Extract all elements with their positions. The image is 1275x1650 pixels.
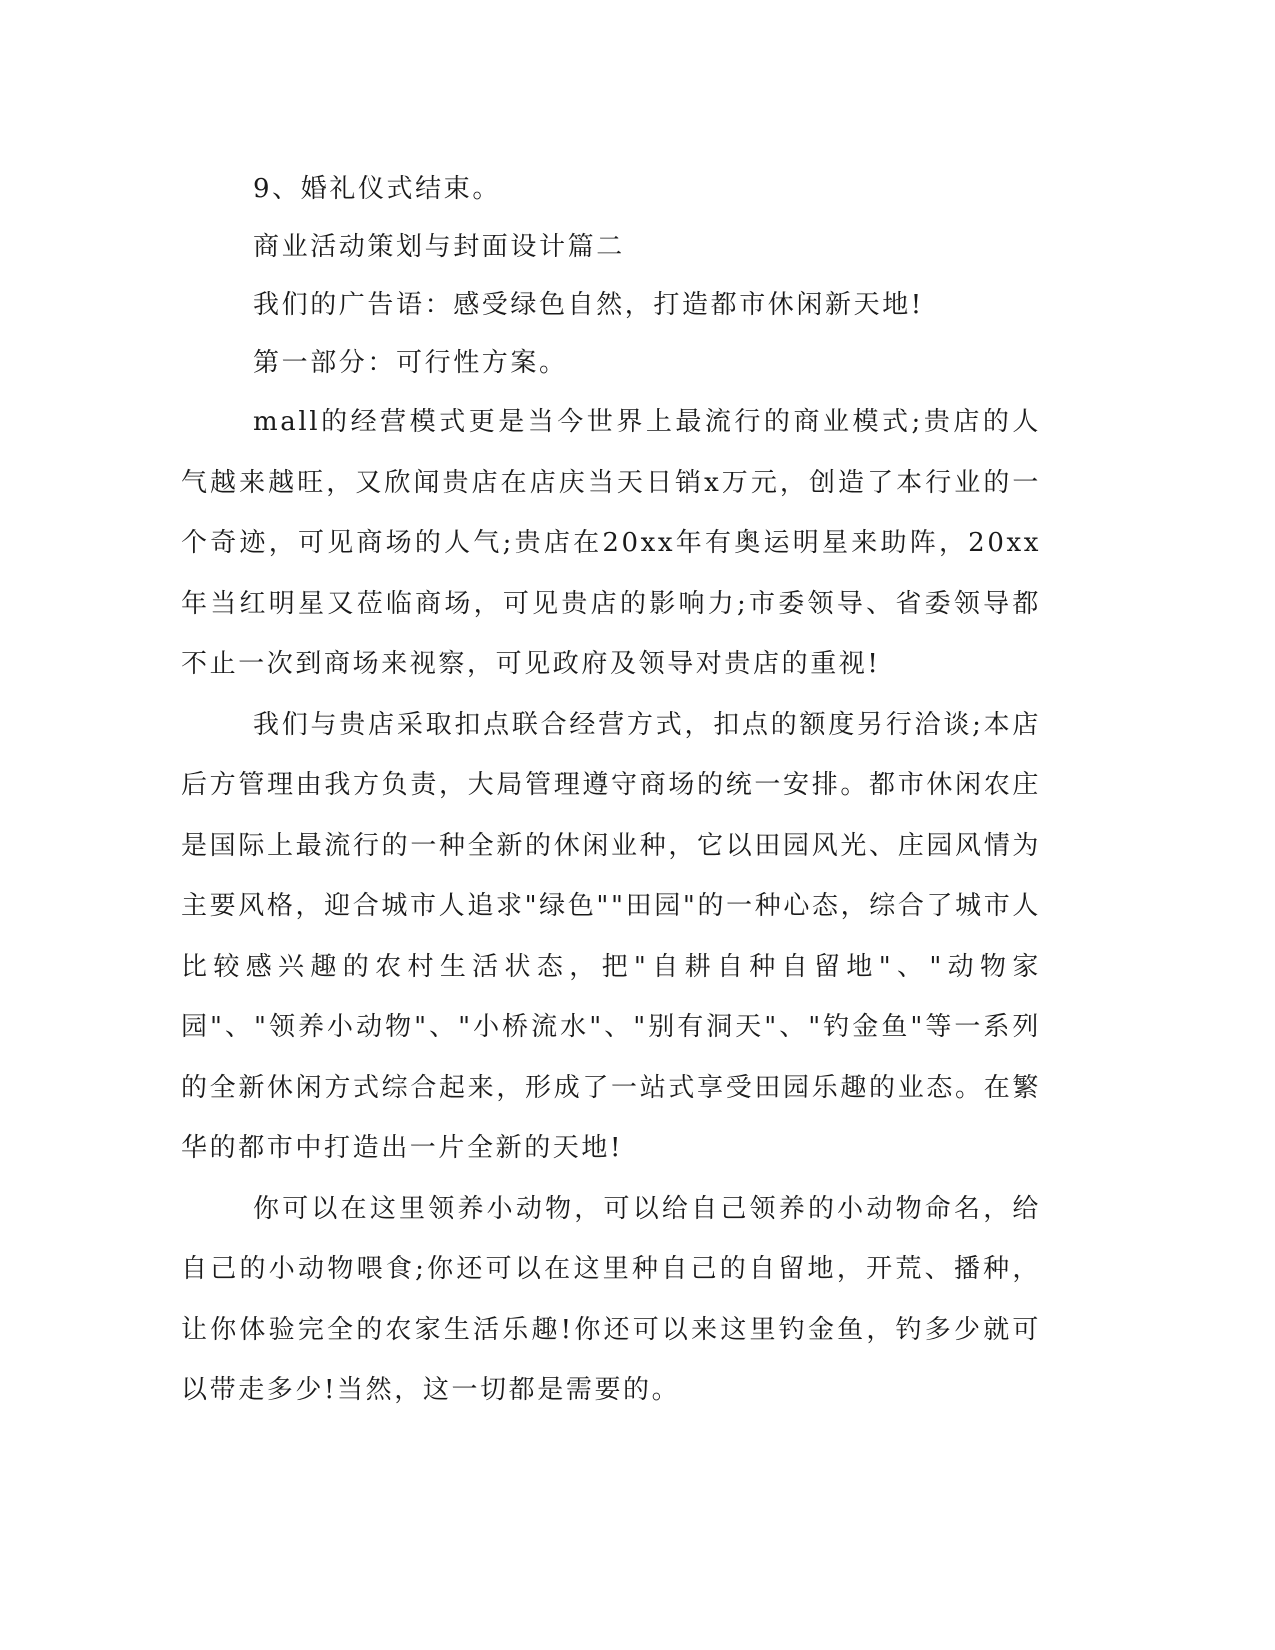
paragraph-activities: 你可以在这里领养小动物，可以给自己领养的小动物命名，给自己的小动物喂食;你还可以在这里种自己的自留地，开荒、播种，让你体验完全的农家生活乐趣!你还可以来这里钓金鱼，钓多少就可以带走多少!当然，这一切都是需要的。 [181,1193,1041,1405]
part-one-heading: 第一部分：可行性方案。 [253,348,568,378]
paragraph-mall-model: mall的经营模式更是当今世界上最流行的商业模式;贵店的人气越来越旺，又欣闻贵店在店庆当天日销x万元，创造了本行业的一个奇迹，可见商场的人气;贵店在20xx年有奥运明星来助阵，20xx年当红明星又莅临商场，可见贵店的影响力;市委领导、省委领导都不止一次到商场来视察，可见政府及领导对贵店的重视! [181,407,1041,679]
document-body [181,160,1041,1421]
ceremony-end-line: 9、婚礼仪式结束。 [253,174,501,204]
paragraph-cooperation: 我们与贵店采取扣点联合经营方式，扣点的额度另行洽谈;本店后方管理由我方负责，大局管理遵守商场的统一安排。都市休闲农庄是国际上最流行的一种全新的休闲业种，它以田园风光、庄园风情为主要风格，迎合城市人追求"绿色""田园"的一种心态，综合了城市人比较感兴趣的农村生活状态，把"自耕自种自留地"、"动物家园"、"领养小动物"、"小桥流水"、"别有洞天"、"钓金鱼"等一系列的全新休闲方式综合起来，形成了一站式享受田园乐趣的业态。在繁华的都市中打造出一片全新的天地! [181,709,1041,1163]
section-heading: 商业活动策划与封面设计篇二 [253,232,625,262]
slogan-line: 我们的广告语：感受绿色自然，打造都市休闲新天地! [253,290,924,320]
